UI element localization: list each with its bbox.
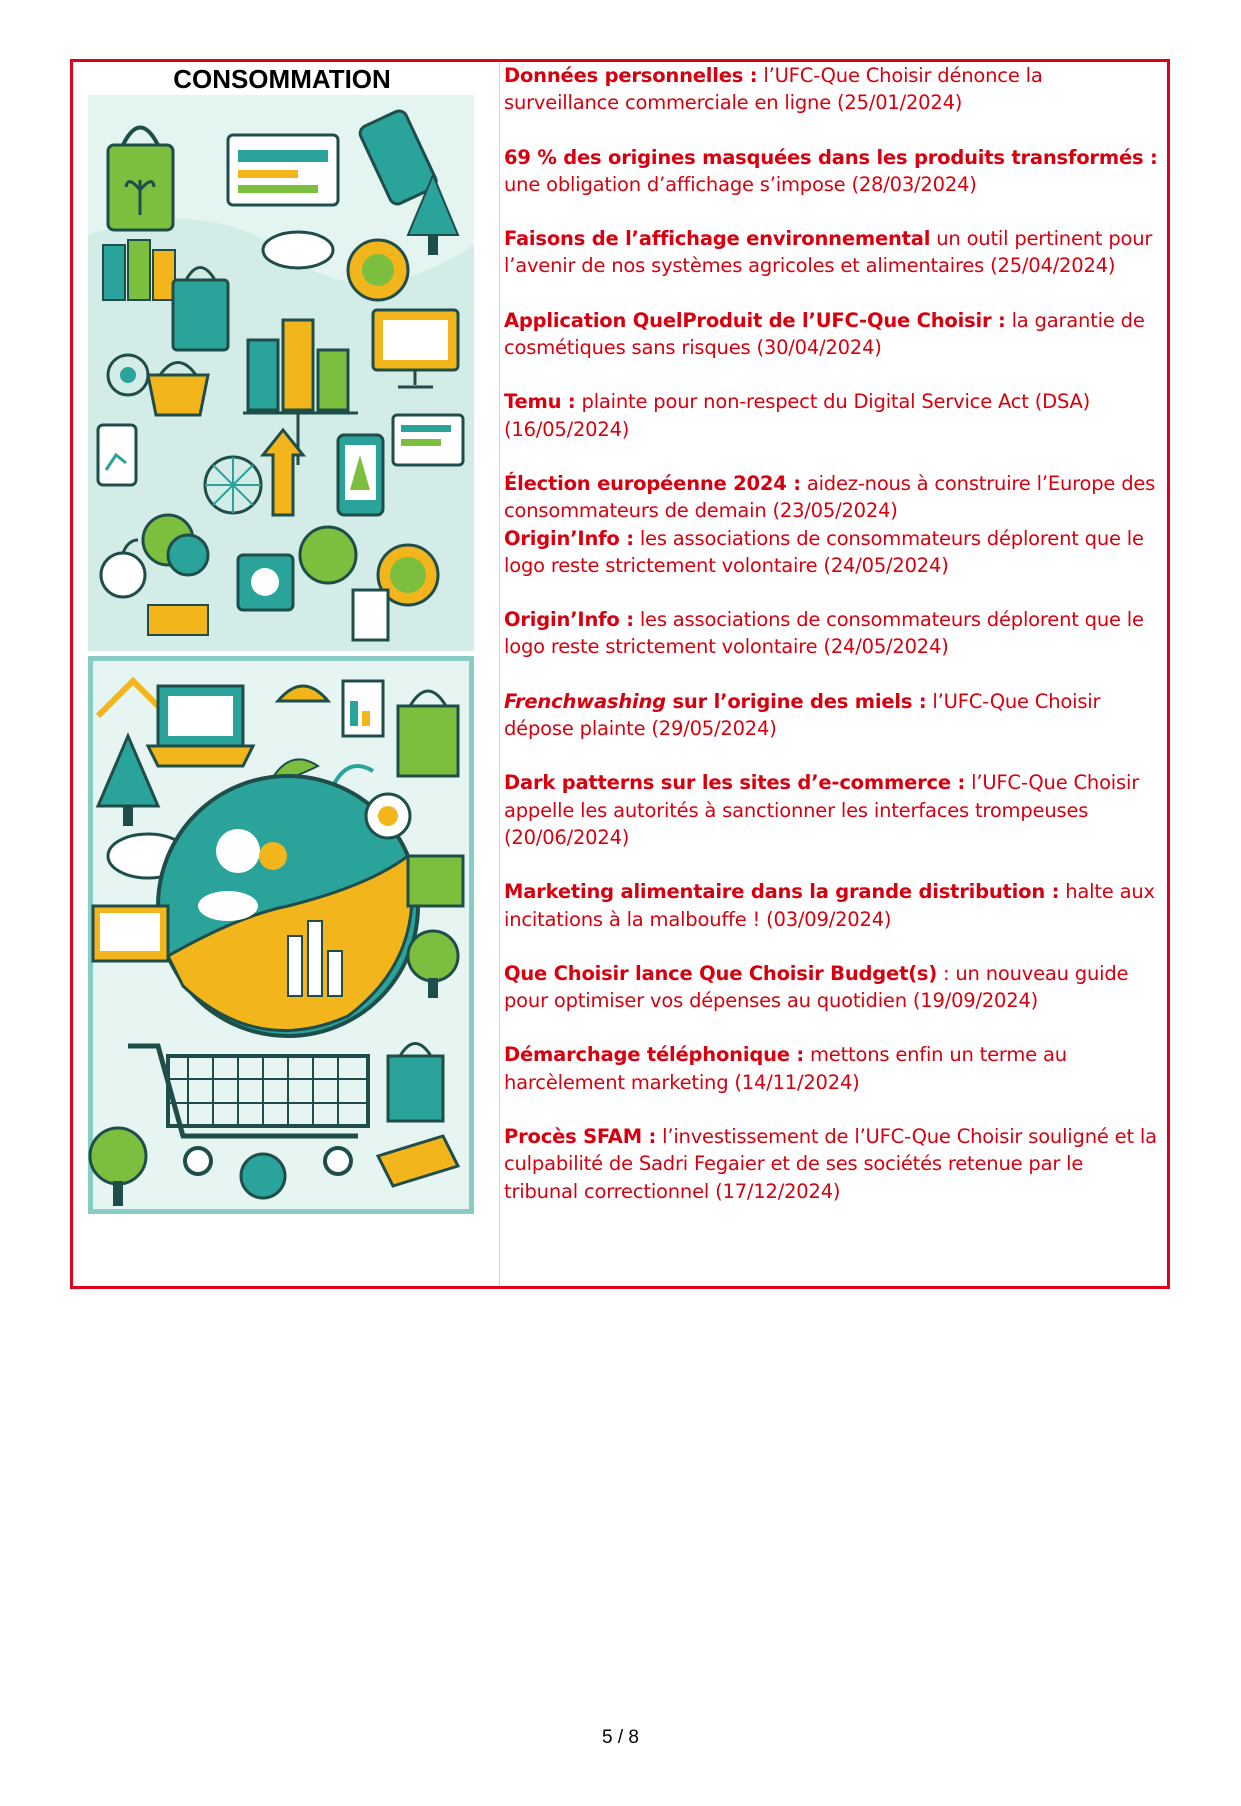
books-icon bbox=[103, 240, 175, 300]
news-item bbox=[504, 307, 1160, 362]
news-item-label: Origin’Info : bbox=[504, 608, 634, 632]
consumption-illustration-top bbox=[88, 95, 474, 651]
news-item-label: Origin’Info : bbox=[504, 526, 634, 550]
cloud-icon bbox=[263, 232, 333, 268]
news-item-label: Démarchage téléphonique : bbox=[504, 1043, 804, 1067]
news-item bbox=[504, 225, 1160, 280]
news-item-text: plainte pour non-respect du Digital Service Act (DSA) (16/05/2024) bbox=[504, 390, 1091, 441]
monitor-icon bbox=[93, 906, 168, 961]
bicycle-icon bbox=[205, 457, 261, 513]
news-item-text: les associations de consommateurs déplorent que le logo reste strictement volontaire (24/05/2024) bbox=[504, 608, 1144, 659]
documents-icon bbox=[343, 681, 383, 736]
news-item-text: mettons enfin un terme au harcèlement marketing (14/11/2024) bbox=[504, 1043, 1067, 1094]
coin-icon bbox=[366, 794, 410, 838]
news-item bbox=[504, 606, 1160, 661]
column-divider bbox=[499, 62, 500, 1286]
news-item-text: l’UFC-Que Choisir appelle les autorités à sanctionner les interfaces trompeuses (20/06/2024) bbox=[504, 771, 1140, 849]
news-item-text: aidez-nous à construire l’Europe des consommateurs de demain (23/05/2024) bbox=[504, 471, 1156, 523]
news-item-label-italic: Frenchwashing bbox=[504, 689, 666, 713]
news-item-label: Application QuelProduit de l’UFC-Que Choisir : bbox=[504, 308, 1006, 332]
photo-frame-icon bbox=[238, 555, 293, 610]
section-title: CONSOMMATION bbox=[173, 64, 391, 94]
tote-bag-icon bbox=[173, 268, 228, 351]
consumption-illustration-bottom bbox=[88, 656, 474, 1214]
news-item-text: l’investissement de l’UFC-Que Choisir souligné et la culpabilité de Sadri Fegaier et de ses sociétés retenue par le tribunal correctionnel (17/12/2024) bbox=[504, 1125, 1157, 1203]
news-item-text: la garantie de cosmétiques sans risques (30/04/2024) bbox=[504, 308, 1145, 360]
news-item bbox=[504, 688, 1160, 743]
laptop-chart-icon bbox=[148, 686, 253, 766]
news-item bbox=[504, 470, 1160, 525]
smartphone-icon bbox=[338, 435, 383, 515]
news-item-label: Marketing alimentaire dans la grande distribution : bbox=[504, 880, 1060, 904]
news-item-label: Procès SFAM : bbox=[504, 1125, 657, 1149]
news-item bbox=[504, 388, 1160, 443]
news-item-label: Élection européenne 2024 : bbox=[504, 471, 801, 495]
news-item-label: Données personnelles : bbox=[504, 64, 758, 87]
news-item-label: Que Choisir lance Que Choisir Budget(s) bbox=[504, 961, 938, 985]
coin-icon bbox=[348, 240, 408, 300]
news-list bbox=[504, 62, 1160, 1232]
news-item bbox=[504, 525, 1160, 580]
news-item-text: les associations de consommateurs déplorent que le logo reste strictement volontaire (24/05/2024) bbox=[504, 526, 1144, 577]
news-item-text: l’UFC-Que Choisir dénonce la surveillance commerciale en ligne (25/01/2024) bbox=[504, 64, 1043, 115]
parcel-box-icon bbox=[408, 856, 463, 906]
news-item-text: l’UFC-Que Choisir dépose plainte (29/05/2024) bbox=[504, 689, 1101, 741]
news-item-text: : un nouveau guide pour optimiser vos dépenses au quotidien (19/09/2024) bbox=[504, 961, 1129, 1013]
news-item bbox=[504, 62, 1160, 117]
news-item-label: Faisons de l’affichage environnemental bbox=[504, 227, 931, 251]
page-number: 5 / 8 bbox=[602, 1727, 639, 1748]
news-item bbox=[504, 878, 1160, 933]
news-item-label: 69 % des origines masquées dans les produits transformés : bbox=[504, 145, 1158, 169]
news-item bbox=[504, 1041, 1160, 1096]
news-item-text: halte aux incitations à la malbouffe ! (03/09/2024) bbox=[504, 880, 1155, 931]
news-item bbox=[504, 1123, 1160, 1205]
news-item bbox=[504, 144, 1160, 199]
news-item-label: Dark patterns sur les sites d’e-commerce : bbox=[504, 771, 966, 795]
tablet-icon bbox=[98, 425, 136, 485]
bag-icon bbox=[388, 1044, 443, 1122]
news-item-text: une obligation d’affichage s’impose (28/03/2024) bbox=[504, 172, 977, 196]
news-item bbox=[504, 960, 1160, 1015]
news-item-text: un outil pertinent pour l’avenir de nos systèmes agricoles et alimentaires (25/04/2024) bbox=[504, 227, 1153, 278]
news-item bbox=[504, 769, 1160, 851]
news-item-label: sur l’origine des miels : bbox=[665, 689, 927, 713]
browser-window-icon bbox=[228, 135, 338, 205]
news-item-label: Temu : bbox=[504, 390, 576, 414]
list-card-icon bbox=[393, 415, 463, 465]
